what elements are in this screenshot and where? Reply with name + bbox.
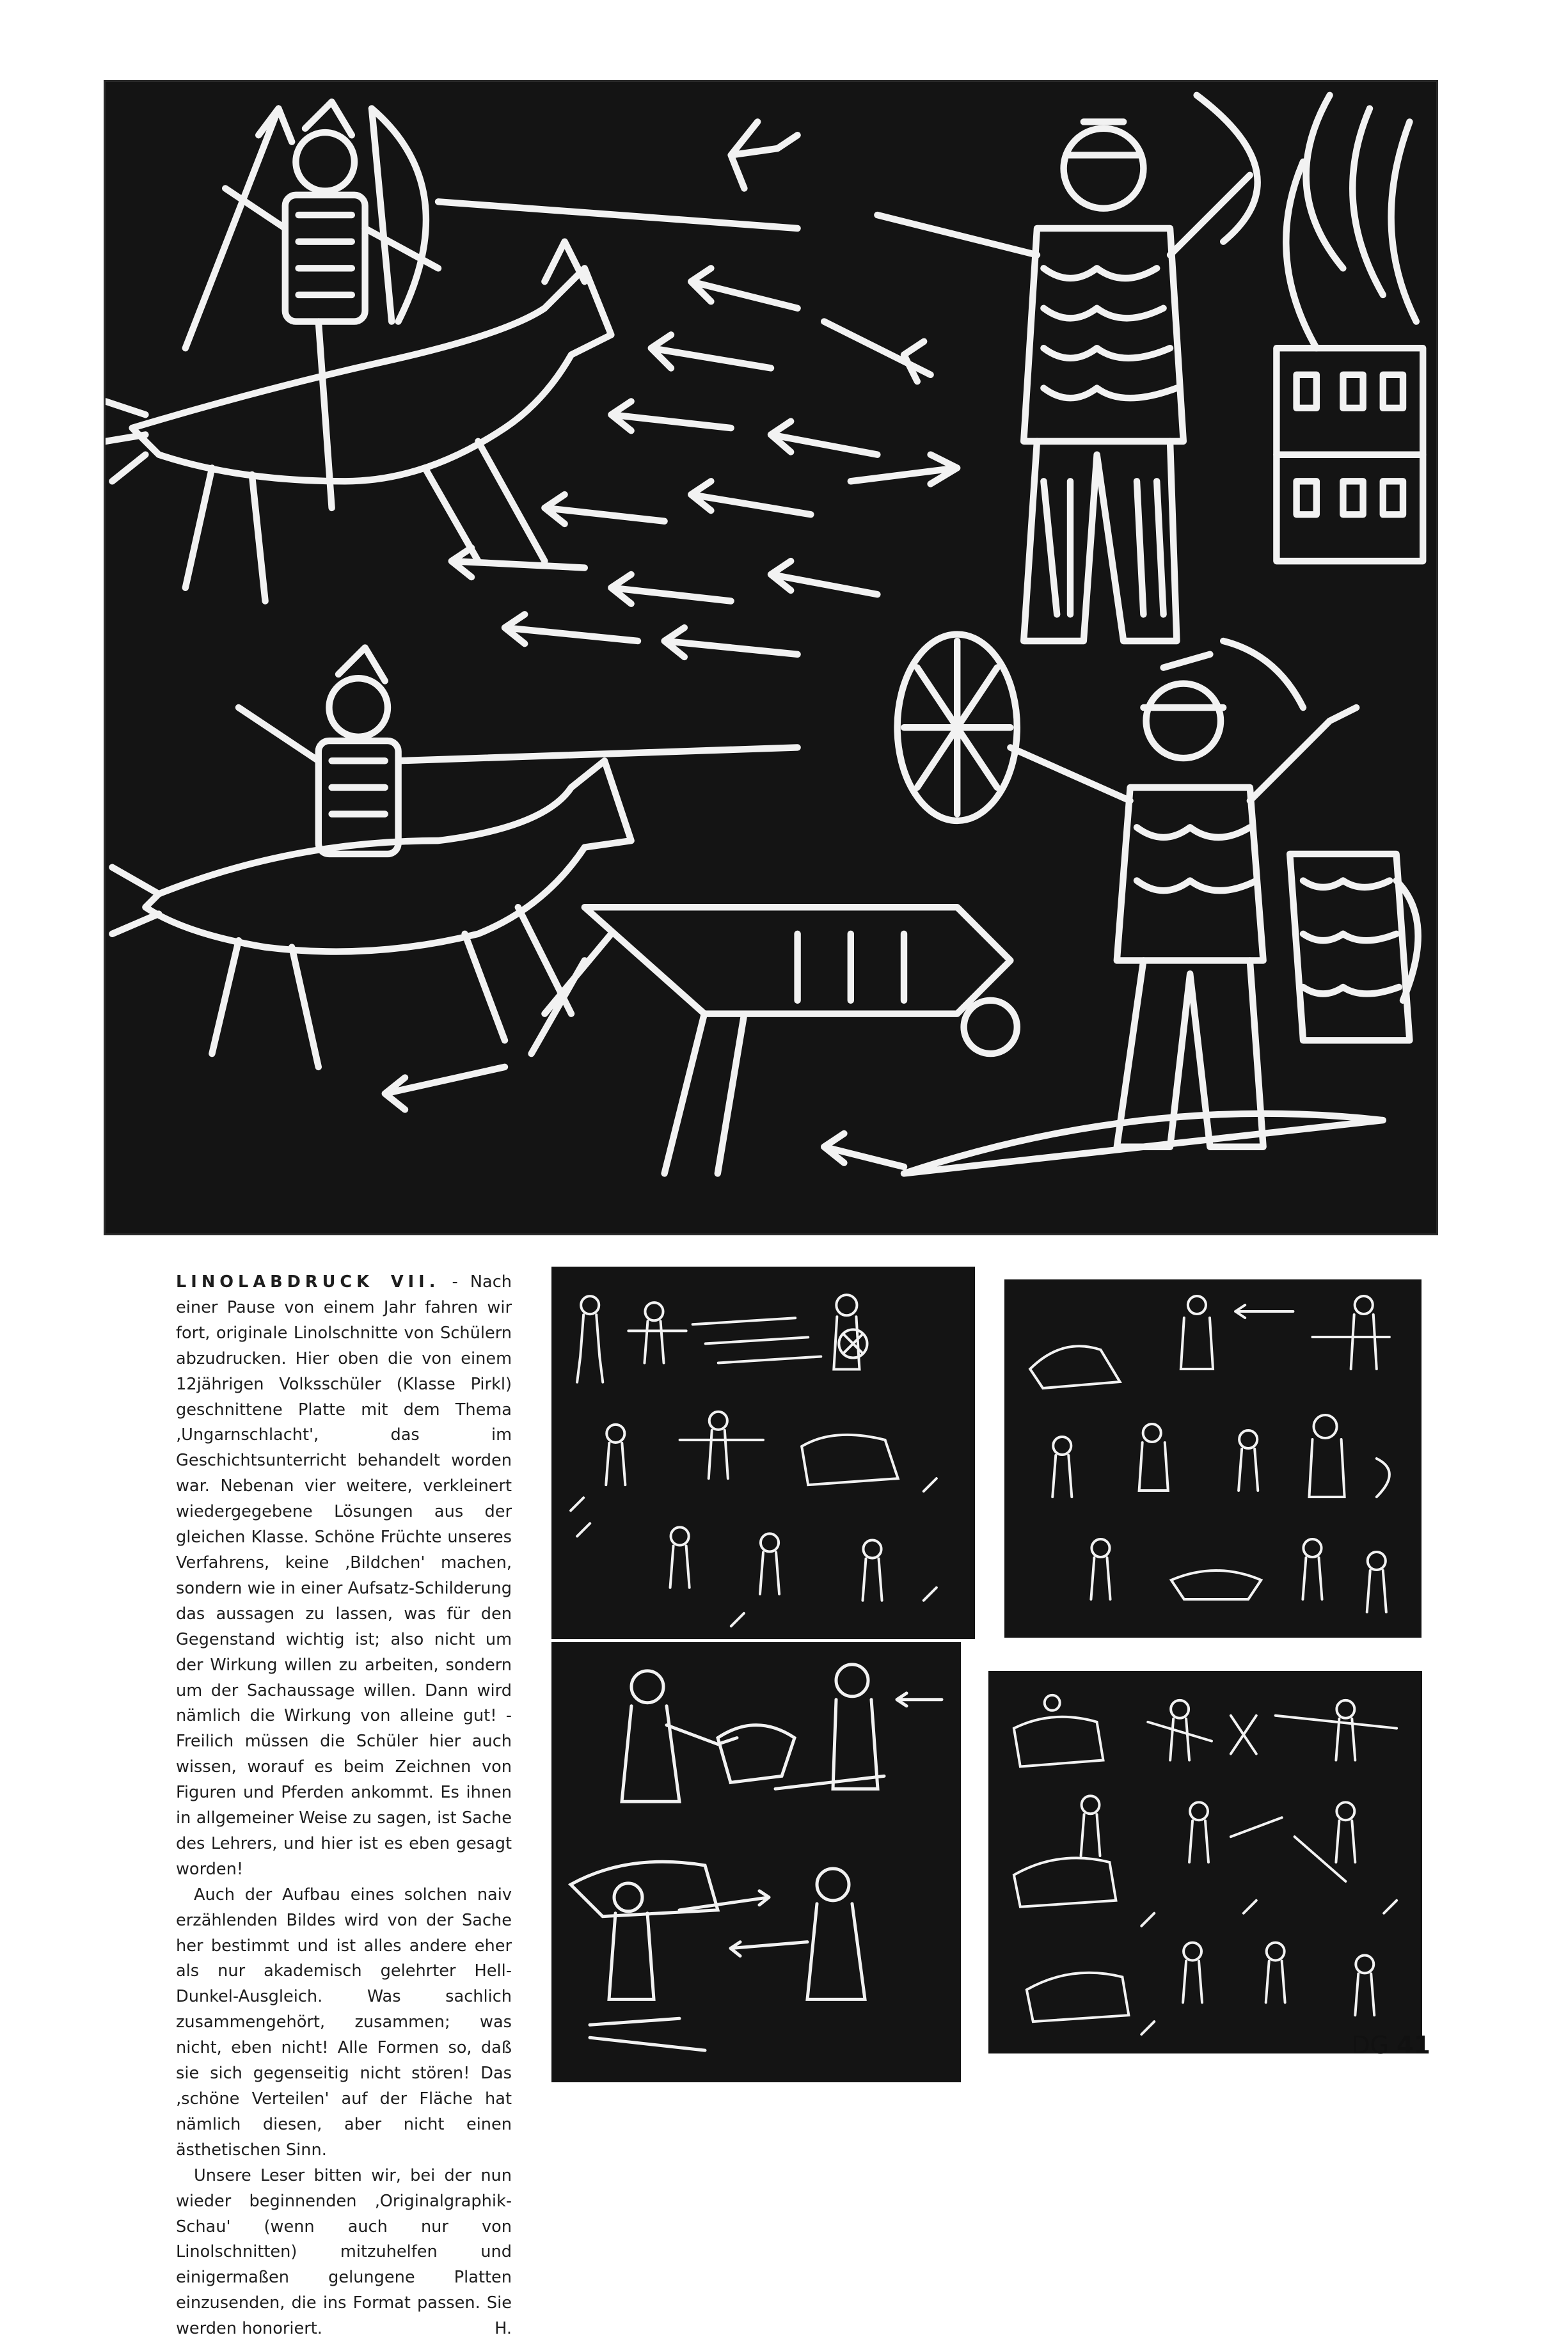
standing-soldier-top-right xyxy=(877,95,1257,641)
linocut-thumbnail-3 xyxy=(551,1642,961,2082)
main-linocut-print xyxy=(106,82,1436,1233)
mounted-archer-top-left xyxy=(106,102,611,601)
thumbnail-battle-figures-1 xyxy=(551,1267,975,1639)
caption-title: LINOLABDRUCK VII. xyxy=(176,1272,440,1292)
caption-paragraph-1 xyxy=(176,1270,512,1883)
caption-paragraph-1-text: - Nach einer Pause von einem Jahr fahren wir fort, originale Linolschnitte von Schülern abzudrucken. Hier oben die von einem 12jährigen Volksschüler (Klasse Pirkl) geschnittene Platte mit dem Thema ‚Ungarnschlacht', das im Geschichtsunterricht behandelt worden war. Nebenan vier weitere, verkleinert wiedergegebene Lösungen aus der gleichen Klasse. Schöne Früchte unseres Verfahrens, keine ‚Bildchen' machen, sondern wie in einer Aufsatz-Schilderung das aussagen zu lassen, was für den Gegenstand wichtig ist; also nicht um der Wirkung willen zu arbeiten, sondern um der Sachaussage willen. Dann wird nämlich die Wirkung von alleine gut! - Freilich müssen die Schüler hier auch wissen, worauf es beim Zeichnen von Figuren und Pferden ankommt. Es ihnen in allgemeiner Weise zu sagen, ist Sache des Lehrers, und hier ist es eben gesagt worden! xyxy=(176,1272,512,1879)
journal-abbreviation: DG xyxy=(1351,2031,1390,2059)
caption-paragraph-2: Auch der Aufbau eines solchen naiv erzählenden Bildes wird von der Sache her bestimmt und ist alles andere eher als nur akademisch gelehrter Hell-Dunkel-Ausgleich. Was sachlich zusammengehört, zusammen; was nicht, eben nicht! Alle Formen so, daß sie sich gegenseitig nicht stören! Das ‚schöne Verteilen' auf der Fläche hat nämlich diesen, aber nicht einen ästhetischen Sinn. xyxy=(176,1885,512,2160)
linocut-battle-scene xyxy=(106,82,1436,1233)
thumbnail-battle-figures-3 xyxy=(551,1642,961,2082)
linocut-thumbnail-4 xyxy=(988,1671,1422,2053)
shield-warrior-bottom-right xyxy=(898,635,1418,1147)
caption-paragraph-3 xyxy=(176,2164,512,2342)
author-signature: H. xyxy=(495,2319,512,2339)
linocut-thumbnail-1 xyxy=(551,1267,975,1639)
page-number: 41 xyxy=(1397,2031,1430,2059)
burning-building xyxy=(1276,95,1423,561)
article-caption xyxy=(176,1270,512,2342)
arrow-volley xyxy=(452,268,957,657)
fallen-warrior xyxy=(532,907,1017,1173)
bow-on-ground xyxy=(904,1114,1383,1174)
thumbnail-battle-figures-2 xyxy=(1004,1279,1421,1638)
thumbnail-battle-figures-4 xyxy=(988,1671,1422,2053)
page-folio xyxy=(1351,2031,1430,2059)
caption-paragraph-3-text: Unsere Leser bitten wir, bei der nun wieder beginnenden ‚Originalgraphik-Schau' (wenn auch nur von Linolschnitten) mitzuhelfen und einigermaßen gelungene Platten einzusenden, die ins Format passen. Sie werden honoriert. xyxy=(176,2165,512,2339)
linocut-thumbnail-2 xyxy=(1004,1279,1421,1638)
spear-top xyxy=(438,202,798,228)
